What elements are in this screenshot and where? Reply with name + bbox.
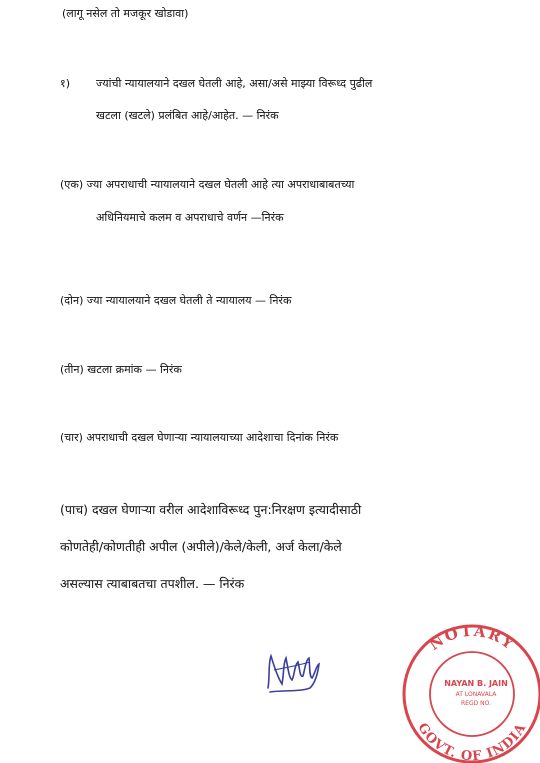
item-ek-line-1: (एक) ज्या अपराधाची न्यायालयाने दखल घेतली आहे त्या अपराधाबाबतच्या: [60, 178, 355, 191]
notary-stamp: [398, 616, 540, 763]
item-teen: (तीन) खटला क्रमांक — निरंक: [60, 363, 182, 376]
item-ek-line-2: अधिनियमाचे कलम व अपराधाचे वर्णन —निरंक: [96, 211, 284, 224]
item-pach-line-2: कोणतेही/कोणतीही अपील (अपीले)/केले/केली, अर्ज केला/केले: [60, 539, 342, 554]
svg-text:AT LONAVALA: AT LONAVALA: [455, 691, 497, 698]
svg-text:NAYAN B. JAIN: NAYAN B. JAIN: [444, 679, 508, 688]
item-1-line-2: खटला (खटले) प्रलंबित आहे/आहेत. — निरंक: [96, 109, 279, 122]
svg-text:NOTARY: NOTARY: [425, 621, 519, 654]
item-char: (चार) अपराधाची दखल घेणाऱ्या न्यायालयाच्या आदेशाचा दिनांक निरंक: [60, 431, 339, 444]
item-1-line-1: ज्यांची न्यायालयाने दखल घेतली आहे, असा/असे माझ्या विरूध्द पुढील: [96, 77, 373, 90]
item-pach-line-1: (पाच) दखल घेणाऱ्या वरील आदेशाविरूध्द पुन:निरक्षण इत्यादीसाठी: [60, 502, 362, 517]
svg-text:GOVT. OF INDIA: GOVT. OF INDIA: [414, 720, 530, 763]
item-pach-line-3: असल्यास त्याबाबतचा तपशील. — निरंक: [60, 576, 245, 591]
signature-image: [262, 648, 324, 696]
instruction-note: (लागू नसेल तो मजकूर खोडावा): [62, 7, 189, 20]
item-don: (दोन) ज्या न्यायालयाने दखल घेतली ते न्यायालय — निरंक: [60, 294, 292, 307]
item-1-number: १): [60, 77, 71, 90]
svg-text:REGD NO.: REGD NO.: [460, 700, 492, 707]
